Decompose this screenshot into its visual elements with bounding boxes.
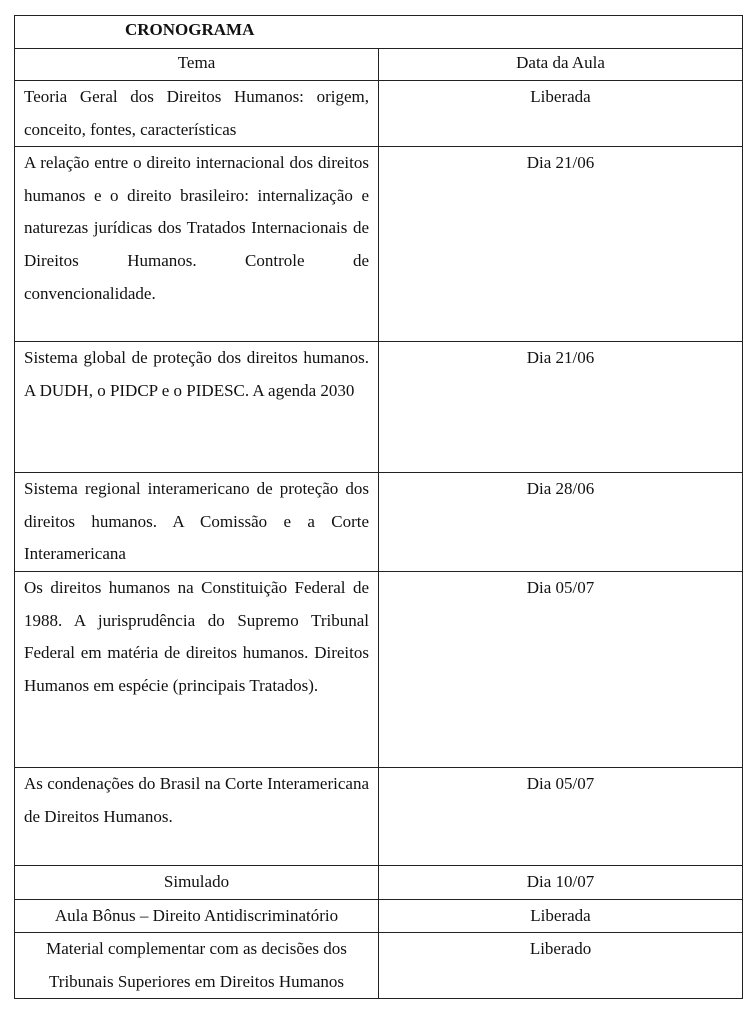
table-row: [15, 81, 743, 147]
table-row: [15, 899, 743, 933]
schedule-table: [14, 15, 743, 999]
topic-cell: As condenações do Brasil na Corte Interamericana de Direitos Humanos.: [15, 767, 379, 865]
date-cell: Liberada: [379, 899, 743, 933]
table-row: [15, 473, 743, 572]
table-row: [15, 571, 743, 767]
table-row: [15, 767, 743, 865]
title-row: [15, 16, 743, 49]
topic-cell: Sistema global de proteção dos direitos humanos. A DUDH, o PIDCP e o PIDESC. A agenda 2030: [15, 342, 379, 473]
header-row: [15, 49, 743, 81]
date-cell: Dia 21/06: [379, 342, 743, 473]
date-cell: Liberada: [379, 81, 743, 147]
date-cell: Dia 21/06: [379, 147, 743, 342]
column-header-data: Data da Aula: [379, 49, 743, 81]
table-row: [15, 342, 743, 473]
date-cell: Dia 28/06: [379, 473, 743, 572]
topic-cell: Sistema regional interamericano de proteção dos direitos humanos. A Comissão e a Corte Interamericana: [15, 473, 379, 572]
column-header-tema: Tema: [15, 49, 379, 81]
topic-cell: A relação entre o direito internacional dos direitos humanos e o direito brasileiro: internalização e naturezas jurídicas dos Tratados Internacionais de Direitos Humanos. Controle de convencionalidade.: [15, 147, 379, 342]
page-title: CRONOGRAMA: [15, 16, 743, 49]
table-row: [15, 933, 743, 999]
table-row: [15, 865, 743, 899]
date-cell: Dia 10/07: [379, 865, 743, 899]
date-cell: Dia 05/07: [379, 767, 743, 865]
topic-cell: Aula Bônus – Direito Antidiscriminatório: [15, 899, 379, 933]
date-cell: Liberado: [379, 933, 743, 999]
table-row: [15, 147, 743, 342]
topic-cell: Teoria Geral dos Direitos Humanos: origem, conceito, fontes, características: [15, 81, 379, 147]
topic-cell: Os direitos humanos na Constituição Federal de 1988. A jurisprudência do Supremo Tribunal Federal em matéria de direitos humanos. Direitos Humanos em espécie (principais Tratados).: [15, 571, 379, 767]
topic-cell: Material complementar com as decisões dos Tribunais Superiores em Direitos Humanos: [15, 933, 379, 999]
topic-cell: Simulado: [15, 865, 379, 899]
date-cell: Dia 05/07: [379, 571, 743, 767]
